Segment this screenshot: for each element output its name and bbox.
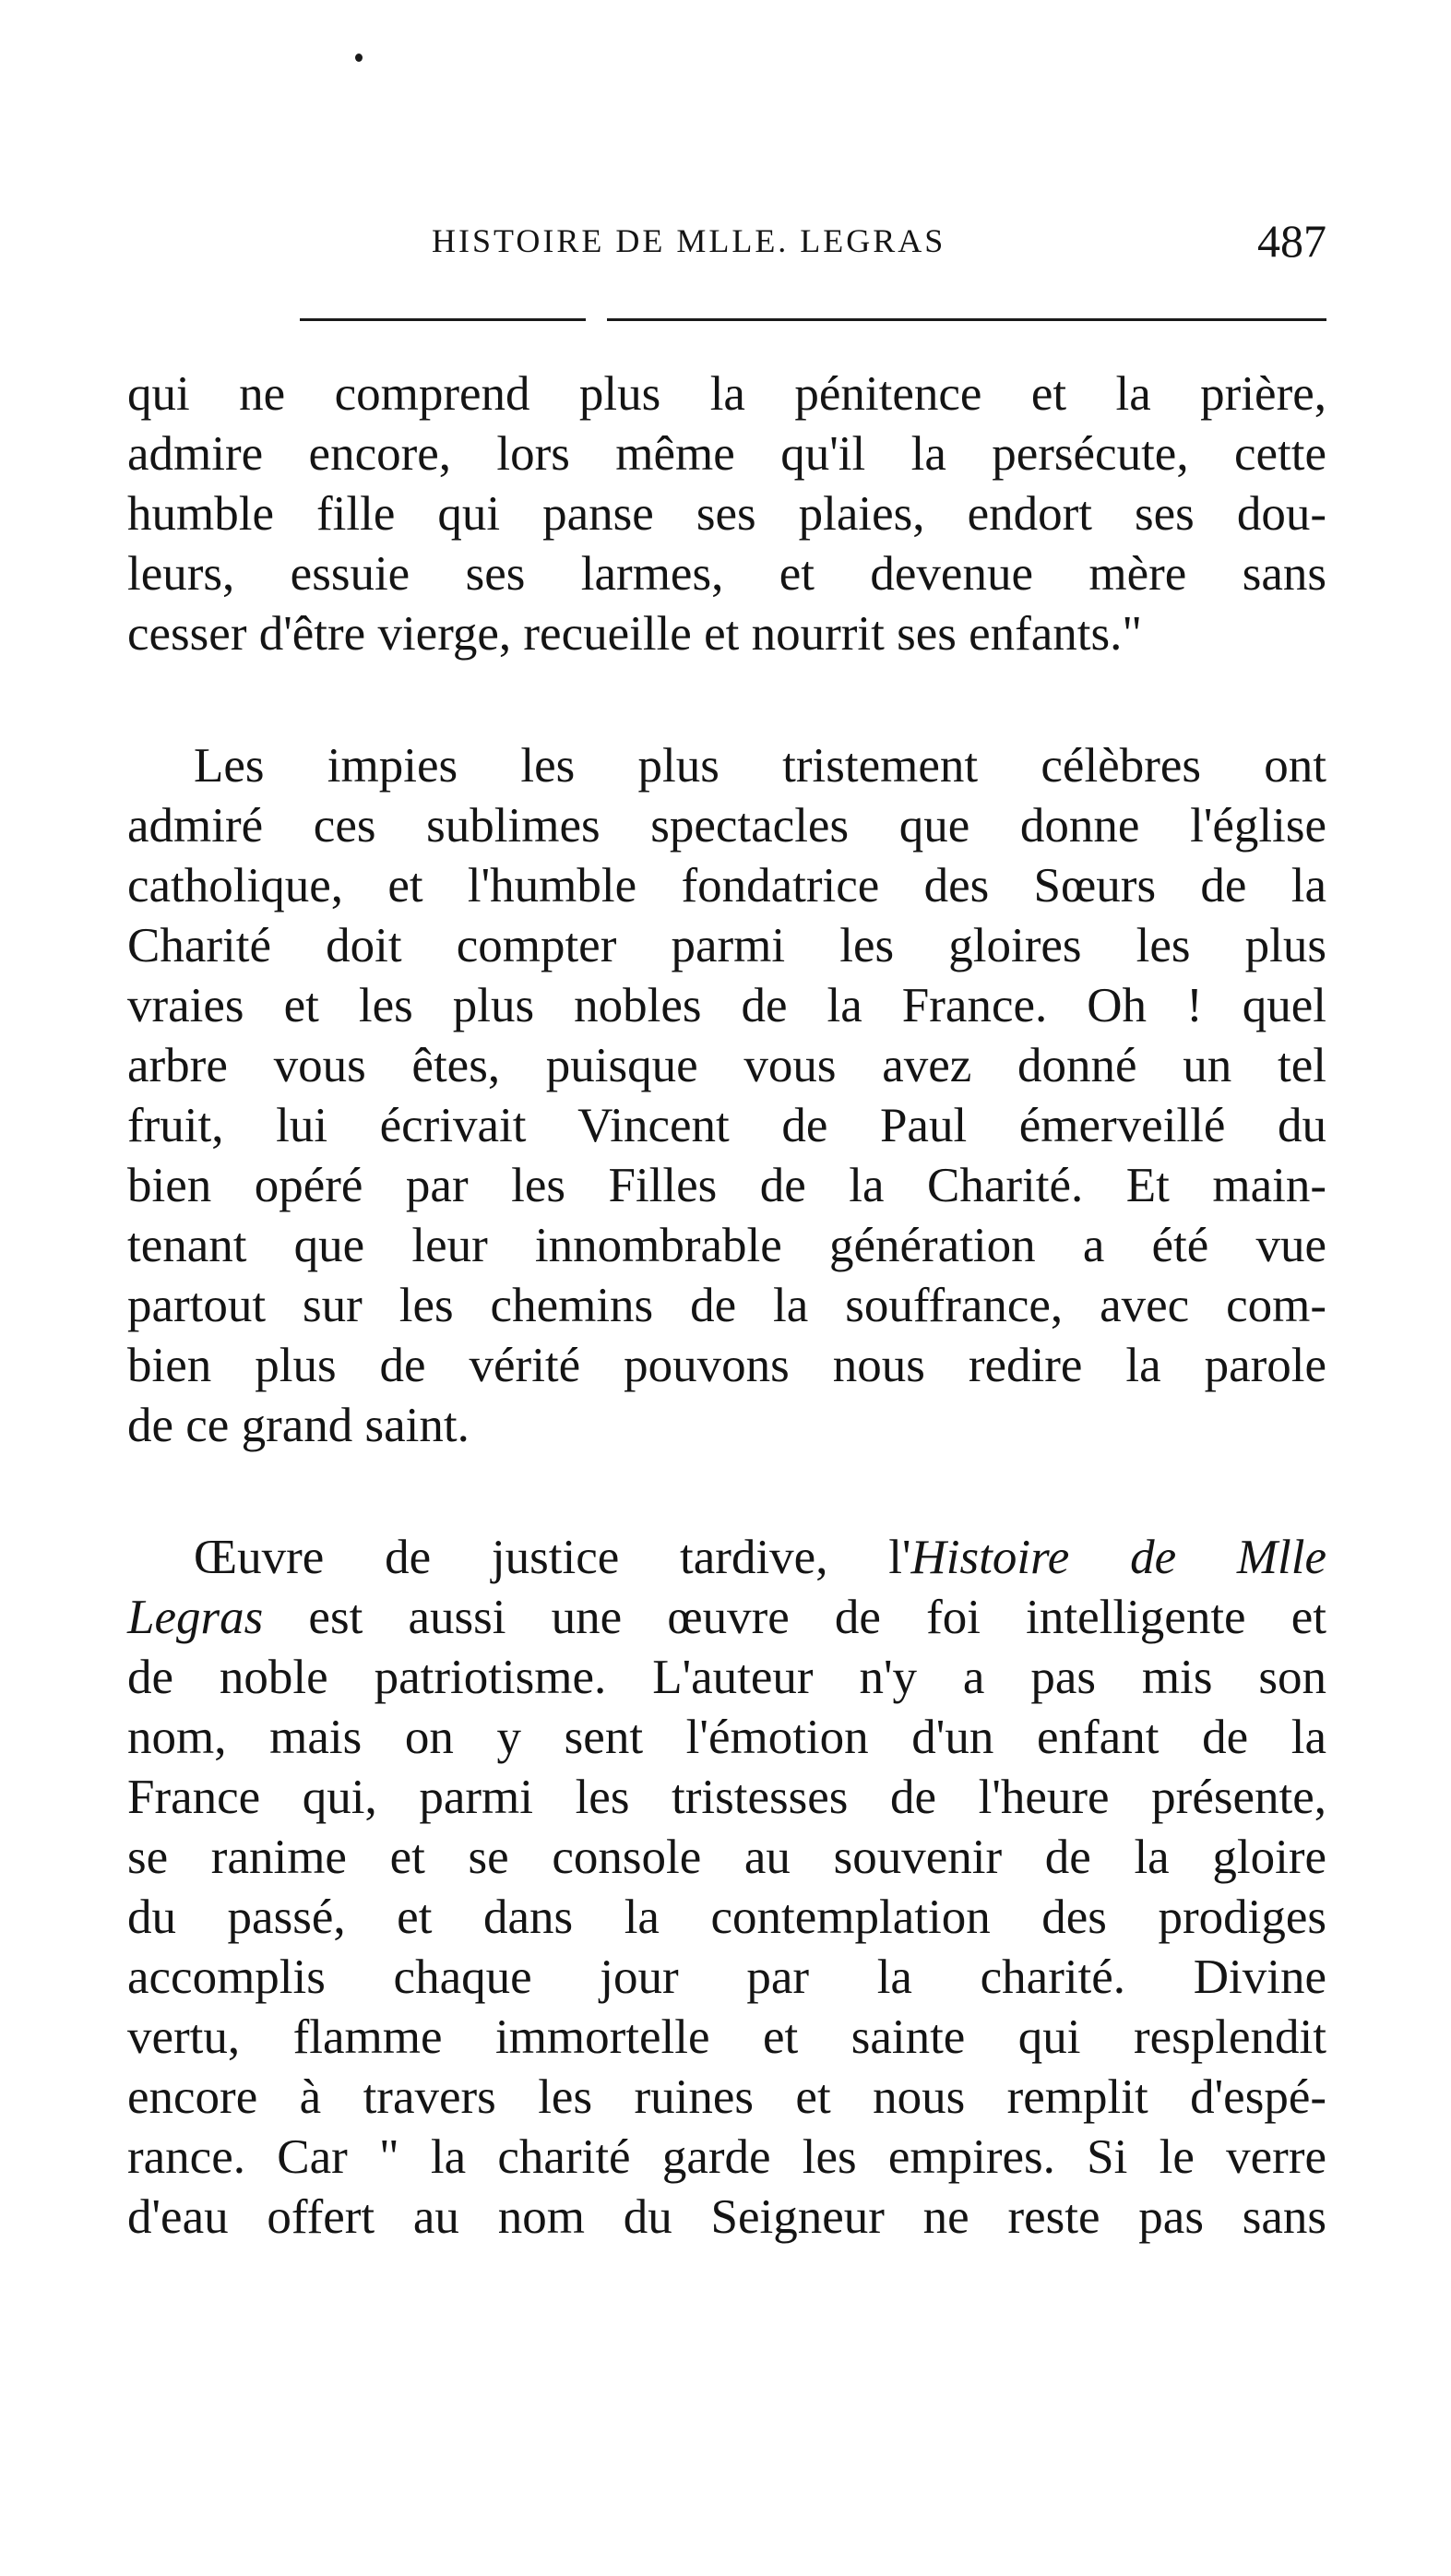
text-line: se ranime et se console au souvenir de la gloire: [127, 1831, 1326, 1884]
text-line: arbre vous êtes, puisque vous avez donné un tel: [127, 1039, 1326, 1092]
paragraph-3: [127, 1528, 1326, 2248]
text-line: du passé, et dans la contemplation des prodiges: [127, 1890, 1326, 1944]
text-line-with-title: [127, 1588, 1326, 1648]
paragraph-2: [127, 736, 1326, 1456]
text-line: admire encore, lors même qu'il la persécute, cette: [127, 427, 1326, 481]
paragraph-gap: [127, 664, 1326, 736]
text-line-with-title: [127, 1528, 1326, 1588]
text-line: admiré ces sublimes spectacles que donne l'église: [127, 799, 1326, 853]
ink-speck: [355, 54, 363, 62]
text-line: vertu, flamme immortelle et sainte qui resplendit: [127, 2010, 1326, 2064]
header-rule-left: [300, 318, 586, 321]
text-line: qui ne comprend plus la pénitence et la prière,: [127, 367, 1326, 421]
body-text: [127, 364, 1326, 2248]
text-line: encore à travers les ruines et nous remplit d'espé-: [127, 2070, 1326, 2124]
text-line: nom, mais on y sent l'émotion d'un enfant de la: [127, 1711, 1326, 1764]
running-header: [127, 214, 1326, 269]
text-line: d'eau offert au nom du Seigneur ne reste pas sans: [127, 2190, 1326, 2244]
text-line: leurs, essuie ses larmes, et devenue mère sans: [127, 547, 1326, 601]
text-line: partout sur les chemins de la souffrance, avec com-: [127, 1279, 1326, 1332]
text-line: tenant que leur innombrable génération a été vue: [127, 1219, 1326, 1272]
text-line: accomplis chaque jour par la charité. Divine: [127, 1950, 1326, 2004]
paragraph-gap: [127, 1456, 1326, 1528]
text-line: fruit, lui écrivait Vincent de Paul émerveillé du: [127, 1099, 1326, 1152]
text-line: de ce grand saint.: [127, 1399, 470, 1452]
book-title-italic: Legras: [127, 1591, 264, 1644]
book-title-italic: Histoire de Mlle: [910, 1531, 1327, 1584]
paragraph-1: [127, 364, 1326, 664]
text-line: catholique, et l'humble fondatrice des Sœurs de la: [127, 859, 1326, 912]
header-rule-right: [607, 318, 1326, 321]
text-line: rance. Car " la charité garde les empires. Si le verre: [127, 2130, 1326, 2184]
text-line: vraies et les plus nobles de la France. Oh ! quel: [127, 979, 1326, 1032]
text-line: Charité doit compter parmi les gloires les plus: [127, 919, 1326, 972]
text-line: humble fille qui panse ses plaies, endort ses dou-: [127, 487, 1326, 541]
text-line: de noble patriotisme. L'auteur n'y a pas mis son: [127, 1651, 1326, 1704]
text-segment: est aussi une œuvre de foi intelligente et: [263, 1591, 1326, 1644]
text-line: bien opéré par les Filles de la Charité. Et main-: [127, 1159, 1326, 1212]
text-segment: Œuvre de justice tardive, l': [194, 1531, 911, 1584]
text-line: Les impies les plus tristement célèbres ont: [194, 739, 1326, 793]
text-line: cesser d'être vierge, recueille et nourrit ses enfants.": [127, 607, 1143, 661]
text-line: bien plus de vérité pouvons nous redire la parole: [127, 1339, 1326, 1392]
text-line: France qui, parmi les tristesses de l'heure présente,: [127, 1771, 1326, 1824]
page-number: 487: [1257, 215, 1326, 267]
running-title: HISTOIRE DE MLLE. LEGRAS: [432, 222, 946, 259]
